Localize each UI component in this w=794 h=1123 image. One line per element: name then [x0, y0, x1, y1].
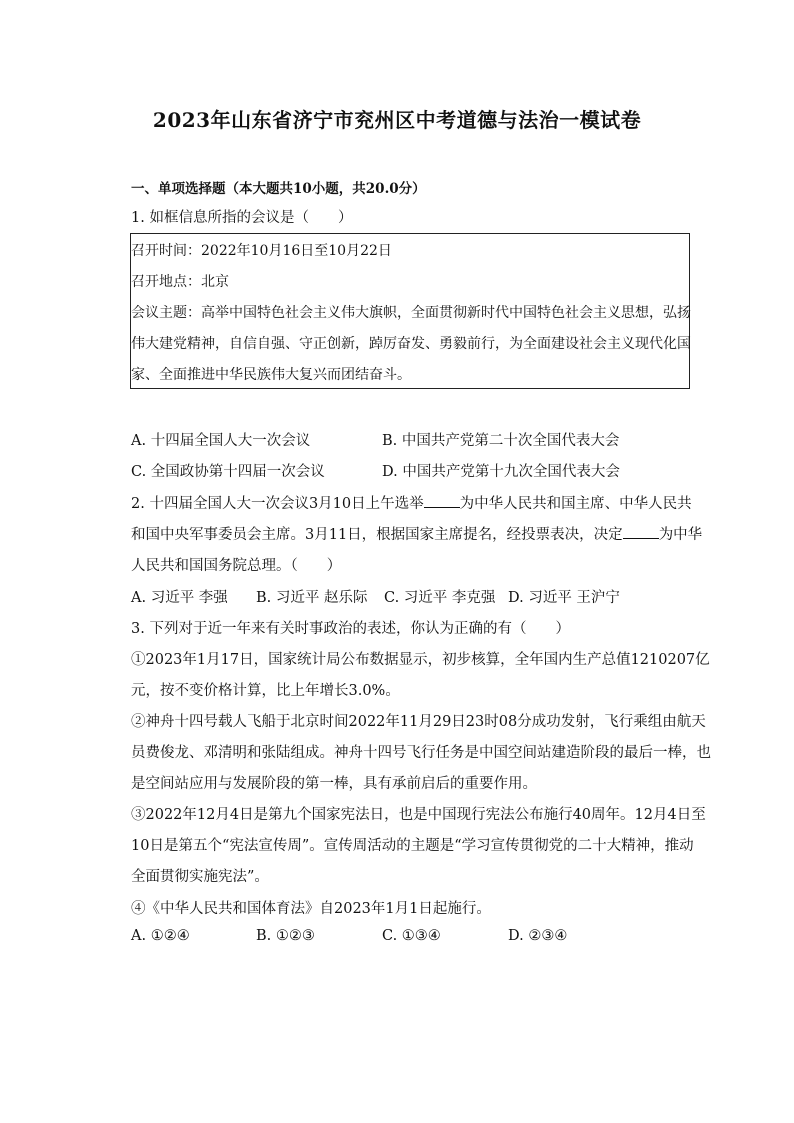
question-2-line-3: 人民共和国国务院总理。（ ） — [131, 558, 342, 574]
question-1-stem: 1. 如框信息所指的会议是（ ） — [131, 210, 353, 226]
exam-title: 2023年山东省济宁市兖州区中考道德与法治一模试卷 — [152, 108, 642, 132]
question-2-line-2 — [131, 523, 702, 544]
q3-statement-line-6: ③2022年12月4日是第九个国家宪法日，也是中国现行宪法公布施行40周年。12月4日至 — [131, 807, 706, 823]
box-line-theme-1: 会议主题：高举中国特色社会主义伟大旗帜，全面贯彻新时代中国特色社会主义思想，弘扬 — [131, 305, 691, 321]
q2-option-c[interactable]: C. 习近平 李克强 — [384, 590, 496, 606]
q3-option-a[interactable]: A. ①②④ — [131, 928, 190, 944]
box-line-theme-2: 伟大建党精神，自信自强、守正创新，踔厉奋发、勇毅前行，为全面建设社会主义现代化国 — [131, 336, 691, 352]
meeting-info-box — [130, 233, 690, 389]
question-3-stem: 3. 下列对于近一年来有关时事政治的表述，你认为正确的有（ ） — [131, 621, 570, 637]
q3-option-d[interactable]: D. ②③④ — [508, 928, 568, 944]
q2-text-2a: 和国中央军事委员会主席。3月11日，根据国家主席提名，经投票表决，决定 — [131, 527, 623, 543]
box-line-theme-3: 家、全面推进中华民族伟大复兴而团结奋斗。 — [131, 367, 411, 383]
q3-statement-line-8: 全面贯彻实施宪法”。 — [131, 869, 269, 885]
q3-statement-line-4: 员费俊龙、邓清明和张陆组成。神舟十四号飞行任务是中国空间站建造阶段的最后一棒，也 — [131, 745, 711, 761]
q2-blank-2 — [623, 524, 659, 539]
question-2-line-1 — [131, 492, 692, 513]
q3-statement-line-2: 元，按不变价格计算，比上年增长3.0%。 — [131, 683, 400, 699]
q3-statement-line-5: 是空间站应用与发展阶段的第一棒，具有承前启后的重要作用。 — [131, 776, 537, 792]
q2-text-2b: 为中华 — [658, 527, 703, 543]
q2-option-a[interactable]: A. 习近平 李强 — [131, 590, 228, 606]
q1-option-b[interactable]: B. 中国共产党第二十次全国代表大会 — [382, 433, 620, 449]
q3-statement-line-3: ②神舟十四号载人飞船于北京时间2022年11月29日23时08分成功发射，飞行乘组由航天 — [131, 714, 706, 730]
box-line-place: 召开地点：北京 — [131, 274, 229, 290]
q3-statement-line-9: ④《中华人民共和国体育法》自2023年1月1日起施行。 — [131, 901, 491, 917]
q2-option-b[interactable]: B. 习近平 赵乐际 — [256, 590, 368, 606]
q2-text-1b: 为中华人民共和国主席、中华人民共 — [459, 496, 692, 512]
q1-option-c[interactable]: C. 全国政协第十四届一次会议 — [131, 464, 325, 480]
section-heading: 一、单项选择题（本大题共10小题，共20.0分） — [131, 181, 426, 197]
q3-statement-line-1: ①2023年1月17日，国家统计局公布数据显示，初步核算，全年国内生产总值1210207亿 — [131, 652, 710, 668]
box-line-time: 召开时间：2022年10月16日至10月22日 — [131, 243, 392, 259]
q2-blank-1 — [424, 493, 460, 508]
q1-option-d[interactable]: D. 中国共产党第十九次全国代表大会 — [382, 464, 620, 480]
q2-text-1a: 2. 十四届全国人大一次会议3月10日上午选举 — [131, 496, 424, 512]
q1-option-a[interactable]: A. 十四届全国人大一次会议 — [131, 433, 311, 449]
q3-option-b[interactable]: B. ①②③ — [256, 928, 315, 944]
q2-option-d[interactable]: D. 习近平 王沪宁 — [508, 590, 620, 606]
q3-option-c[interactable]: C. ①③④ — [382, 928, 441, 944]
q3-statement-line-7: 10日是第五个“宪法宣传周”。宣传周活动的主题是“学习宣传贯彻党的二十大精神，推动 — [131, 838, 694, 854]
